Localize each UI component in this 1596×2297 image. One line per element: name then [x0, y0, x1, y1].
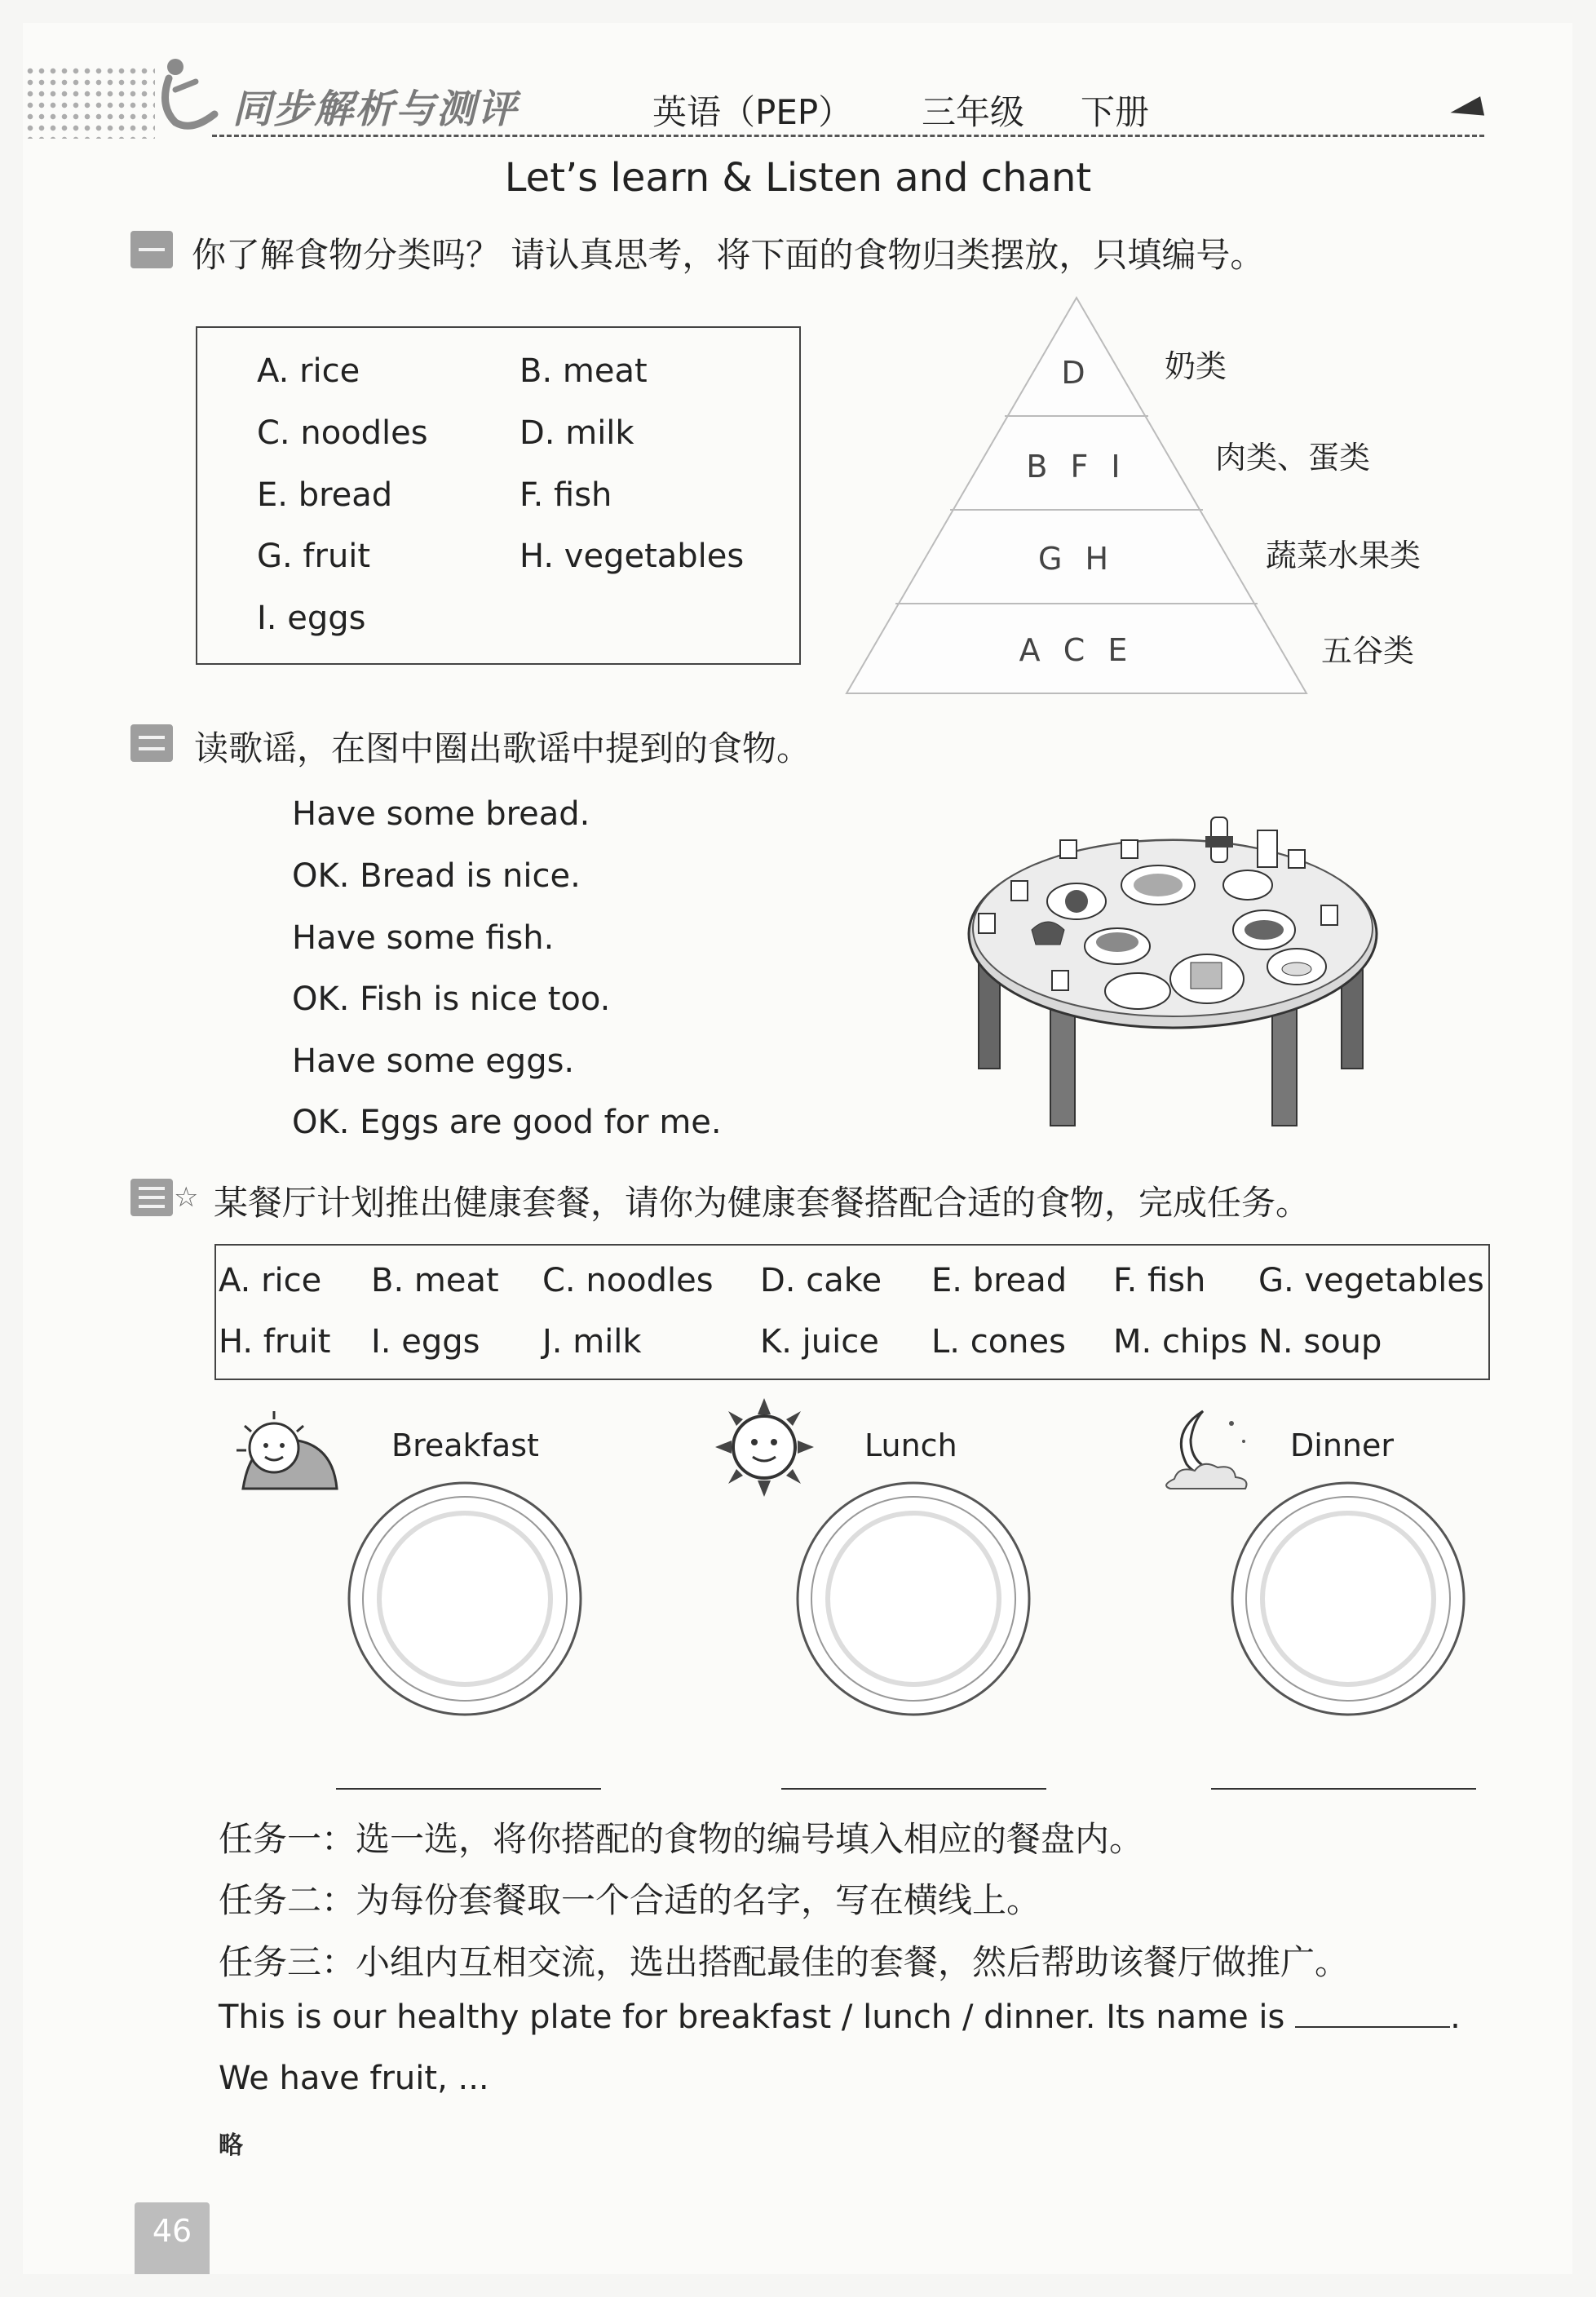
menu-item: A. rice	[219, 1262, 322, 1299]
runner-logo-icon	[151, 57, 232, 139]
section-2-instruction: 读歌谣，在图中圈出歌谣中提到的食物。	[194, 728, 811, 768]
food-item: D. milk	[519, 414, 634, 452]
lesson-title: Let’s learn & Listen and chant	[504, 155, 1092, 201]
food-item: F. fish	[519, 476, 612, 514]
sentence-frame-1-text: This is our healthy plate for breakfast / lunch / dinner. Its name is	[219, 1998, 1285, 2036]
task-1: 任务一：选一选，将你搭配的食物的编号填入相应的餐盘内。	[219, 1819, 1144, 1859]
food-item: I. eggs	[257, 600, 366, 637]
menu-item: K. juice	[760, 1323, 879, 1361]
food-item: B. meat	[519, 352, 648, 390]
header-subject: 英语（PEP）	[652, 92, 853, 132]
food-item: C. noodles	[257, 414, 428, 452]
menu-item: B. meat	[371, 1262, 499, 1299]
pyramid-answer-grains: A C E	[1019, 632, 1134, 668]
dinner-plate[interactable]	[1230, 1480, 1466, 1717]
answer-omitted: 略	[219, 2131, 243, 2160]
food-item: H. vegetables	[519, 538, 745, 575]
star-icon: ☆	[174, 1181, 199, 1214]
menu-item: M. chips	[1113, 1323, 1248, 1361]
breakfast-name-line[interactable]	[336, 1788, 601, 1790]
pyramid-label-vegetables-fruit: 蔬菜水果类	[1266, 538, 1421, 573]
meal-label-breakfast: Breakfast	[391, 1427, 539, 1463]
menu-item: C. noodles	[542, 1262, 714, 1299]
food-item: G. fruit	[257, 538, 371, 575]
pyramid-label-dairy: 奶类	[1165, 348, 1227, 384]
section-1-marker	[130, 231, 173, 268]
sunrise-icon	[227, 1403, 341, 1493]
pyramid-label-meat-eggs: 肉类、蛋类	[1215, 440, 1371, 476]
task-2: 任务二：为每份套餐取一个合适的名字，写在横线上。	[219, 1880, 1041, 1920]
meal-label-lunch: Lunch	[864, 1427, 957, 1463]
menu-item: L. cones	[931, 1323, 1066, 1361]
pyramid-label-grains: 五谷类	[1321, 633, 1415, 669]
header-dashed-rule	[212, 135, 1484, 137]
food-item: E. bread	[257, 476, 393, 514]
header-dots-decoration	[24, 65, 155, 139]
menu-item: N. soup	[1258, 1323, 1382, 1361]
brand-title: 同步解析与测评	[232, 86, 519, 132]
pyramid-answer-meat-eggs: B F I	[1026, 449, 1127, 485]
menu-item: J. milk	[542, 1323, 642, 1361]
lunch-plate[interactable]	[795, 1480, 1032, 1717]
section-3-instruction: 某餐厅计划推出健康套餐，请你为健康套餐搭配合适的食物，完成任务。	[214, 1183, 1311, 1223]
breakfast-plate[interactable]	[347, 1480, 583, 1717]
menu-item: I. eggs	[371, 1323, 480, 1361]
meal-label-dinner: Dinner	[1290, 1427, 1394, 1463]
menu-item: G. vegetables	[1258, 1262, 1484, 1299]
lunch-name-line[interactable]	[781, 1788, 1046, 1790]
menu-item: D. cake	[760, 1262, 882, 1299]
header-grade: 三年级	[922, 92, 1025, 132]
header-volume: 下册	[1081, 92, 1150, 132]
dinner-name-line[interactable]	[1211, 1788, 1476, 1790]
chant-line: Have some bread.	[292, 795, 590, 833]
menu-item: H. fruit	[219, 1323, 331, 1361]
food-table-illustration	[962, 808, 1386, 1134]
sentence-frame-1-end: .	[1450, 1998, 1461, 2036]
section-3-marker	[130, 1179, 173, 1216]
chant-line: OK. Eggs are good for me.	[292, 1104, 722, 1141]
page-number: 46	[135, 2202, 210, 2274]
menu-item: F. fish	[1113, 1262, 1206, 1299]
sentence-frame-2: We have fruit, ...	[219, 2060, 489, 2097]
food-item: A. rice	[257, 352, 360, 390]
menu-item: E. bread	[931, 1262, 1068, 1299]
chant-line: Have some eggs.	[292, 1042, 575, 1080]
name-blank[interactable]	[1295, 2005, 1450, 2028]
pyramid-answer-dairy: D	[1061, 355, 1092, 391]
chant-line: OK. Bread is nice.	[292, 857, 581, 895]
pyramid-answer-vegetables-fruit: G H	[1037, 541, 1116, 577]
chant-line: Have some fish.	[292, 919, 555, 957]
chant-line: OK. Fish is nice too.	[292, 980, 611, 1018]
section-1-instruction: 你了解食物分类吗？ 请认真思考，将下面的食物归类摆放，只填编号。	[192, 235, 1265, 275]
sentence-frame-1	[219, 1998, 1461, 2036]
task-3: 任务三：小组内互相交流，选出搭配最佳的套餐，然后帮助该餐厅做推广。	[219, 1942, 1350, 1982]
section-2-marker	[130, 724, 173, 762]
